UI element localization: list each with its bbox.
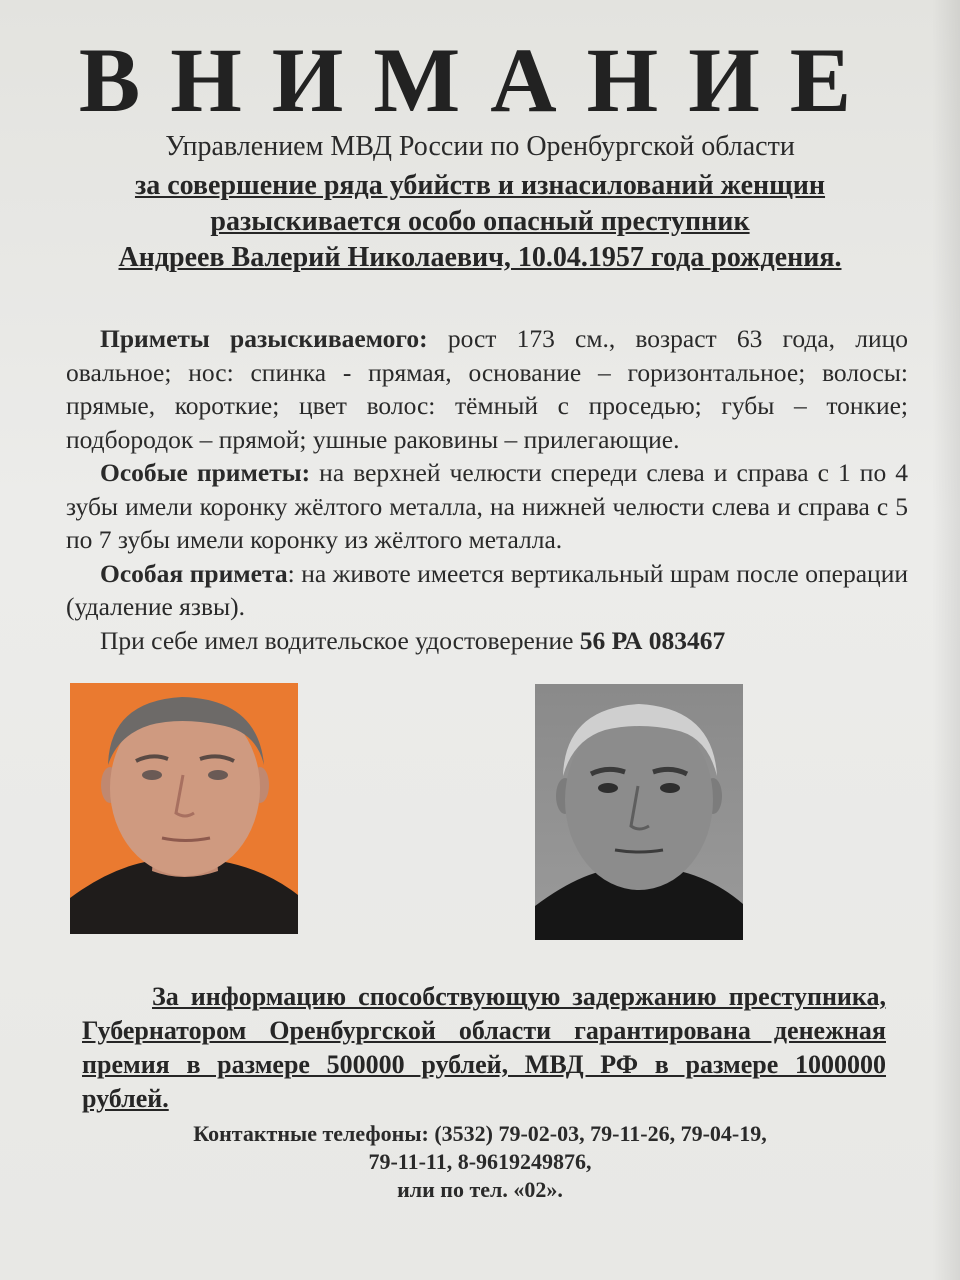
special-label: Особые приметы: [100, 458, 311, 487]
reward-notice [82, 980, 886, 1116]
license-paragraph [66, 624, 908, 658]
headline [40, 168, 920, 276]
agency-line: Управлением МВД России по Оренбургской области [165, 131, 795, 162]
contact-phones [60, 1120, 900, 1204]
contacts-line-3: или по тел. «02». [397, 1177, 563, 1202]
special-paragraph [66, 456, 908, 557]
license-number: 56 РА 083467 [579, 625, 726, 655]
signs-label: Приметы разыскиваемого: [100, 324, 428, 353]
license-text: При себе имел водительское удостоверение [100, 625, 580, 655]
signs-text: рост 173 см., возраст 63 года, лицо овальное; нос: спинка - прямая, основание – горизонтальное; волосы: прямые, короткие; цвет волос: тёмный с проседью; губы – тонкие; подбородок – прямой; ушные раковины – прилегающие. [66, 324, 908, 454]
headline-line-1: за совершение ряда убийств и изнасилований женщин [134, 170, 826, 201]
scar-paragraph [66, 557, 908, 624]
portrait-grayscale-image [535, 684, 743, 940]
signs-paragraph [66, 322, 908, 456]
suspect-photo-grayscale [535, 684, 743, 940]
reward-text: За информацию способствующую задержанию преступника, Губернатором Оренбургской области гарантирована денежная премия в размере 500000 рублей, МВД РФ в размере 1000000 рублей. [82, 982, 886, 1113]
poster-title: ВНИМАНИЕ [78, 29, 882, 131]
contacts-line-2: 79-11-11, 8-9619249876, [368, 1149, 592, 1174]
scar-label: Особая примета [100, 558, 288, 588]
special-text: на верхней челюсти спереди слева и справа с 1 по 4 зубы имели коронку жёлтого металла, на нижней челюсти слева и справа с 5 по 7 зубы имели коронку из жёлтого металла. [66, 458, 909, 554]
scar-text: : на животе имеется вертикальный шрам после операции (удаление язвы). [66, 558, 908, 621]
headline-line-2: разыскивается особо опасный преступник [210, 206, 750, 237]
description [66, 322, 908, 657]
portrait-color-image [70, 683, 298, 934]
screen-edge [932, 0, 960, 1280]
contacts-line-1: Контактные телефоны: (3532) 79-02-03, 79-11-26, 79-04-19, [193, 1121, 767, 1146]
suspect-photo-color [70, 683, 298, 934]
headline-line-3: Андреев Валерий Николаевич, 10.04.1957 года рождения. [118, 242, 842, 273]
